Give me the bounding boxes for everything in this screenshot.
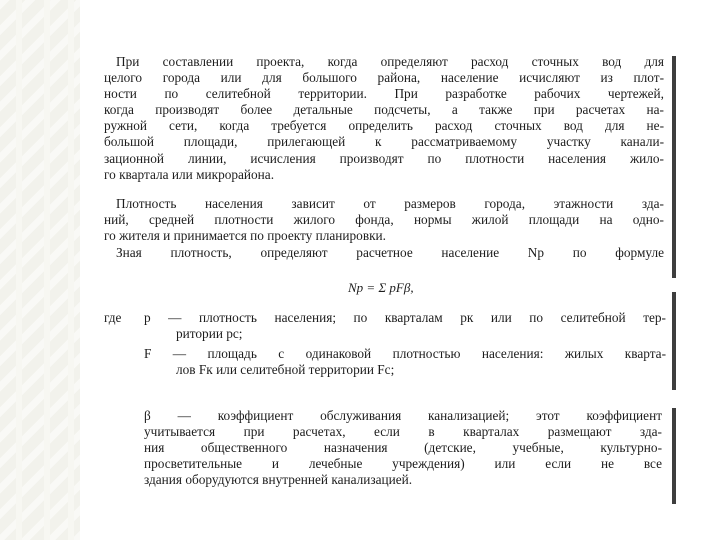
definition-beta-line: β — коэффициент обслуживания канализацией; этот коэффициент bbox=[144, 408, 662, 423]
text-line: ний, средней плотности жилого фонда, нормы жилой площади на одно- bbox=[104, 212, 664, 228]
page-edge-bar-top bbox=[672, 56, 676, 278]
text-line: целого города или для большого района, население исчисляют из плот- bbox=[104, 70, 664, 86]
text-line: ности по селитебной территории. При разработке рабочих чертежей, bbox=[104, 86, 664, 102]
definition-beta-line: ния общественного назначения (детские, учебные, культурно- bbox=[144, 440, 662, 455]
text-line: когда производят более детальные подсчеты, а также при расчетах на- bbox=[104, 102, 664, 118]
definition-beta-line: просветительные и лечебные учреждения) или если не все bbox=[144, 456, 662, 471]
paragraph-2 bbox=[104, 196, 664, 244]
scanned-page bbox=[104, 52, 672, 512]
text-line: Плотность населения зависит от размеров города, этажности зда- bbox=[116, 196, 664, 211]
definition-beta-line: учитывается при расчетах, если в кварталах размещают зда- bbox=[144, 424, 662, 439]
definition-p-line: ритории pс; bbox=[176, 326, 243, 341]
definition-p-line: p — плотность населения; по кварталам pк или по селитебной тер- bbox=[144, 310, 666, 325]
text-line: При составлении проекта, когда определяют расход сточных вод для bbox=[116, 54, 664, 69]
text-line: Зная плотность, определяют расчетное население Nр по формуле bbox=[116, 245, 664, 260]
text-line: го жителя и принимается по проекту планировки. bbox=[104, 228, 387, 244]
paragraph-1 bbox=[104, 54, 664, 183]
definition-beta-line: здания оборудуются внутренней канализацией. bbox=[144, 472, 413, 487]
text-line: го квартала или микрорайона. bbox=[104, 166, 275, 182]
page-edge-bar-middle bbox=[672, 292, 676, 390]
where-label: где bbox=[104, 310, 122, 325]
definition-F-line: F — площадь с одинаковой плотностью населения: жилых кварта- bbox=[144, 346, 666, 361]
page-edge-bar-bottom bbox=[672, 408, 676, 504]
text-line: зационной линии, исчисления производят по плотности населения жило- bbox=[104, 150, 664, 166]
formula: Nр = Σ pFβ, bbox=[348, 280, 414, 295]
paragraph-3 bbox=[104, 245, 664, 261]
text-line: большой площади, прилегающей к рассматриваемому участку канали- bbox=[104, 134, 664, 150]
definition-F-line: лов Fк или селитебной территории Fс; bbox=[176, 362, 395, 377]
decorative-side-pattern bbox=[0, 0, 80, 540]
text-line: ружной сети, когда требуется определить расход сточных вод для не- bbox=[104, 118, 664, 134]
